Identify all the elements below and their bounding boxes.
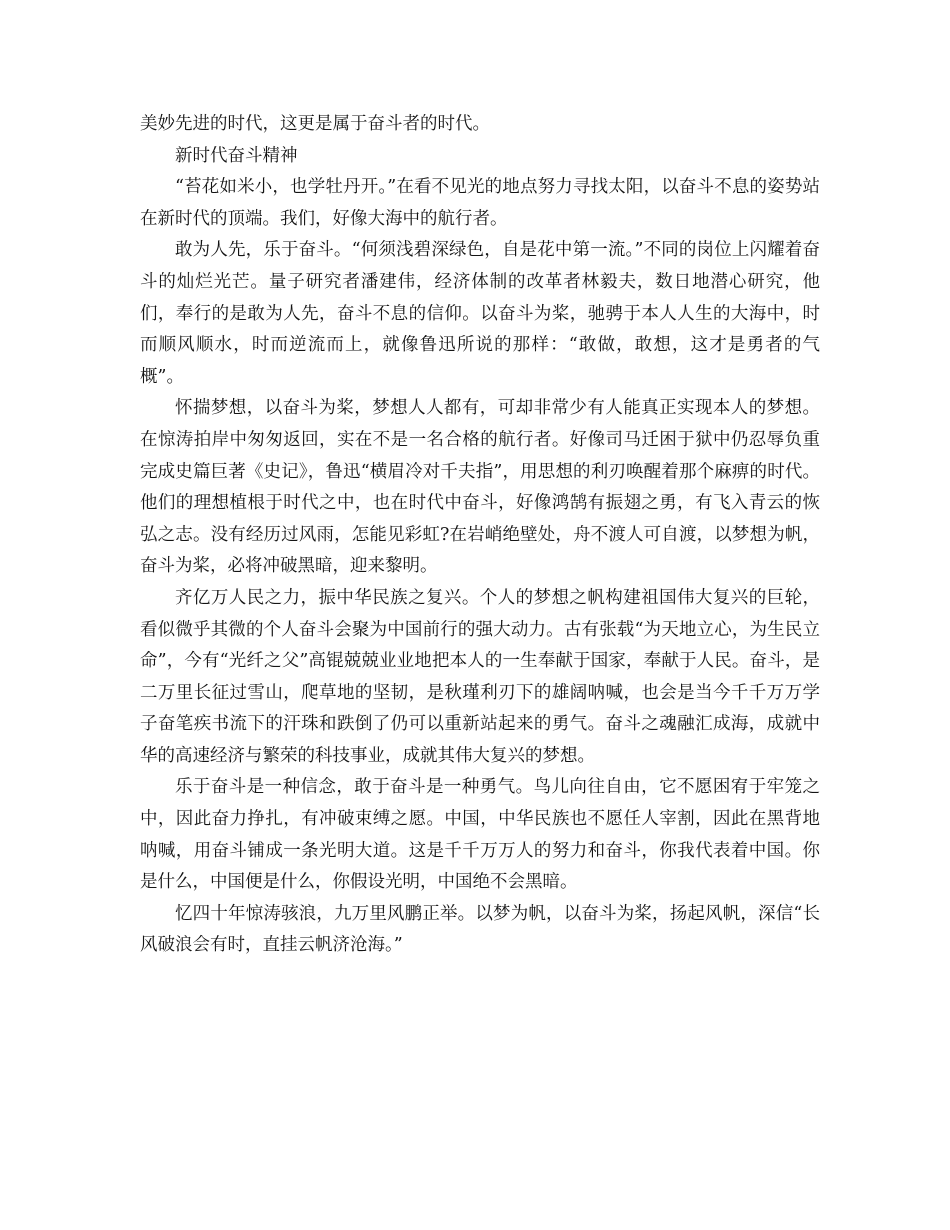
paragraph: 忆四十年惊涛骇浪，九万里风鹏正举。以梦为帆，以奋斗为桨，扬起风帆，深信“长风破浪会有时，直挂云帆济沧海。” xyxy=(140,903,820,956)
document-page xyxy=(140,109,820,962)
paragraph: “苔花如米小，也学牡丹开。”在看不见光的地点努力寻找太阳，以奋斗不息的姿势站在新时代的顶端。我们，好像大海中的航行者。 xyxy=(140,177,820,229)
paragraph: 齐亿万人民之力，振中华民族之复兴。个人的梦想之帆构建祖国伟大复兴的巨轮，看似微乎其微的个人奋斗会聚为中国前行的强大动力。古有张载“为天地立心，为生民立命”，今有“光纤之父”高锟兢兢业业地把本人的一生奉献于国家，奉献于人民。奋斗，是二万里长征过雪山，爬草地的坚韧，是秋瑾利刃下的雄阔呐喊，也会是当今千千万万学子奋笔疾书流下的汗珠和跌倒了仍可以重新站起来的勇气。奋斗之魂融汇成海，成就中华的高速经济与繁荣的科技事业，成就其伟大复兴的梦想。 xyxy=(140,587,820,766)
paragraph-continuation: 美妙先进的时代，这更是属于奋斗者的时代。 xyxy=(140,114,490,134)
paragraph: 敢为人先，乐于奋斗。“何须浅碧深绿色，自是花中第一流。”不同的岗位上闪耀着奋斗的灿烂光芒。量子研究者潘建伟，经济体制的改革者林毅夫，数日地潜心研究，他们，奉行的是敢为人先，奋斗不息的信仰。以奋斗为桨，驰骋于本人人生的大海中，时而顺风顺水，时而逆流而上，就像鲁迅所说的那样：“敢做，敢想，这才是勇者的气概”。 xyxy=(140,240,820,387)
section-heading: 新时代奋斗精神 xyxy=(175,145,298,166)
paragraph: 怀揣梦想，以奋斗为桨，梦想人人都有，可却非常少有人能真正实现本人的梦想。在惊涛拍岸中匆匆返回，实在不是一名合格的航行者。好像司马迁困于狱中仍忍辱负重完成史篇巨著《史记》，鲁迅“横眉冷对千夫指”，用思想的利刃唤醒着那个麻痹的时代。他们的理想植根于时代之中，也在时代中奋斗，好像鸿鹄有振翅之勇，有飞入青云的恢弘之志。没有经历过风雨，怎能见彩虹?在岩峭绝壁处，舟不渡人可自渡，以梦想为帆，奋斗为桨，必将冲破黑暗，迎来黎明。 xyxy=(140,398,820,577)
paragraph: 乐于奋斗是一种信念，敢于奋斗是一种勇气。鸟儿向往自由，它不愿困宥于牢笼之中，因此奋力挣扎，有冲破束缚之愿。中国，中华民族也不愿任人宰割，因此在黑背地呐喊，用奋斗铺成一条光明大道。这是千千万万人的努力和奋斗，你我代表着中国。你是什么，中国便是什么，你假设光明，中国绝不会黑暗。 xyxy=(140,777,820,893)
